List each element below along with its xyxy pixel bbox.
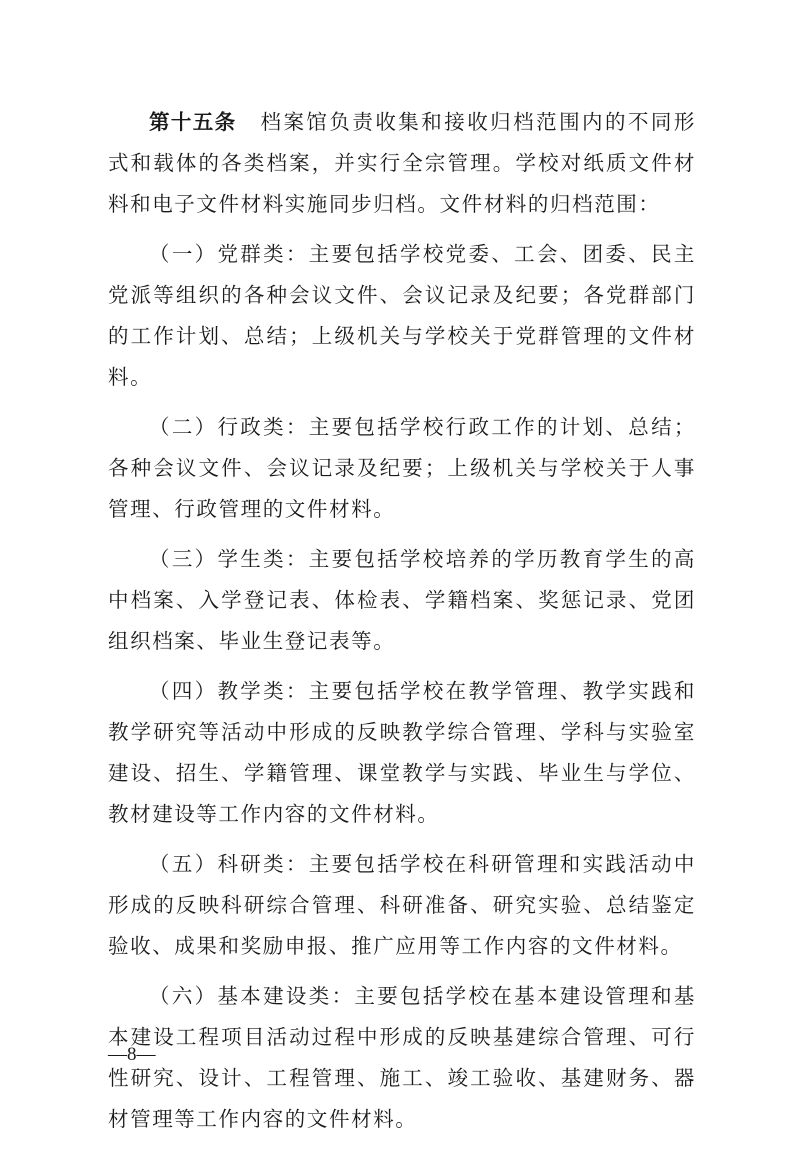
document-body [108, 102, 696, 1149]
category-item-research: （五）科研类：主要包括学校在科研管理和实践活动中形成的反映科研综合管理、科研准备、研究实验、总结鉴定验收、成果和奖励申报、推广应用等工作内容的文件材料。 [108, 852, 696, 958]
page-number: —8— [108, 1044, 156, 1065]
article-text: 档案馆负责收集和接收归档范围内的不同形式和载体的各类档案，并实行全宗管理。学校对纸质文件材料和电子文件材料实施同步归档。文件材料的归档范围： [108, 110, 697, 216]
category-item-teaching: （四）教学类：主要包括学校在教学管理、教学实践和教学研究等活动中形成的反映教学综合管理、学科与实验室建设、招生、学籍管理、课堂教学与实践、毕业生与学位、教材建设等工作内容的文件材料。 [108, 679, 696, 826]
article-heading: 第十五条 [149, 110, 237, 134]
category-item-party: （一）党群类：主要包括学校党委、工会、团委、民主党派等组织的各种会议文件、会议记录及纪要；各党群部门的工作计划、总结；上级机关与学校关于党群管理的文件材料。 [108, 242, 696, 389]
category-item-students: （三）学生类：主要包括学校培养的学历教育学生的高中档案、入学登记表、体检表、学籍档案、奖惩记录、党团组织档案、毕业生登记表等。 [108, 547, 696, 653]
category-item-administration: （二）行政类：主要包括学校行政工作的计划、总结；各种会议文件、会议记录及纪要；上级机关与学校关于人事管理、行政管理的文件材料。 [108, 415, 696, 521]
article-paragraph [108, 102, 696, 225]
category-item-construction: （六）基本建设类：主要包括学校在基本建设管理和基本建设工程项目活动过程中形成的反映基建综合管理、可行性研究、设计、工程管理、施工、竣工验收、基建财务、器材管理等工作内容的文件材料。 [108, 984, 696, 1131]
